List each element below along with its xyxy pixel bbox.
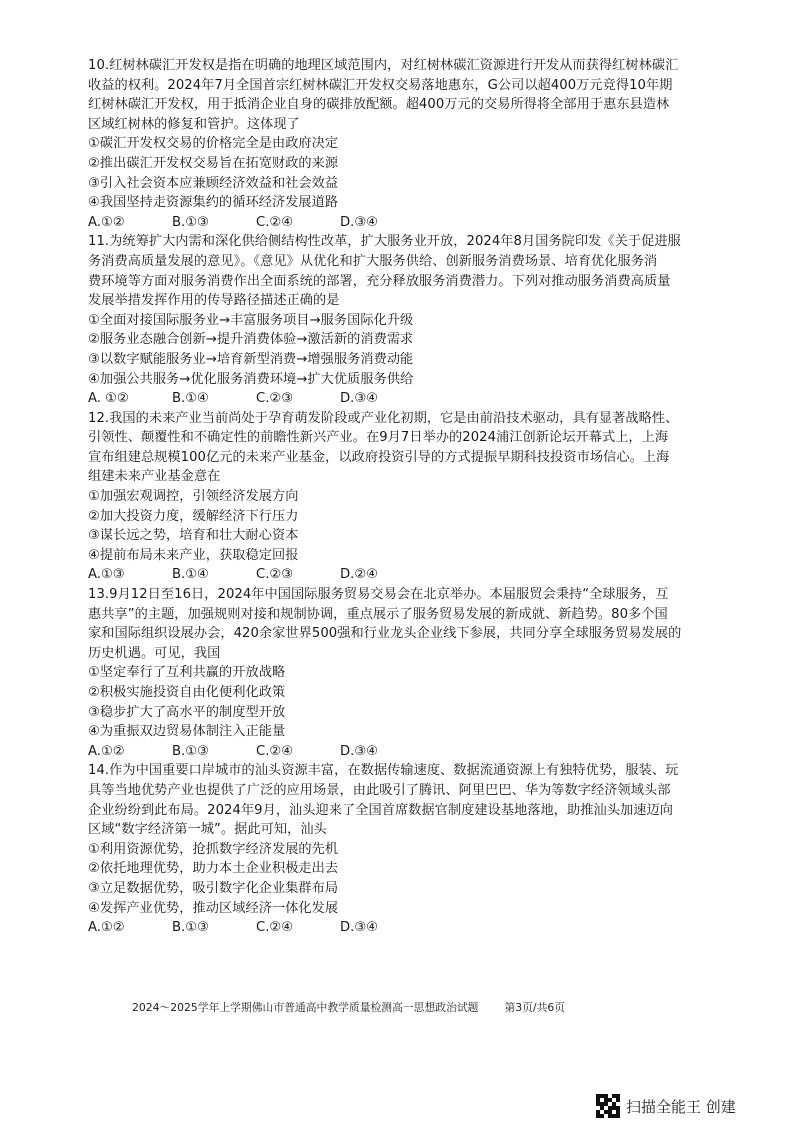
question-14	[88, 761, 708, 937]
question-line: 11.为统筹扩大内需和深化供给侧结构性改革，扩大服务业开放，2024年8月国务院印发《关于促进服	[88, 234, 681, 250]
question-line: 收益的权利。2024年7月全国首宗红树林碳汇开发权交易落地惠东，G公司以超400万元竞得10年期	[88, 77, 673, 93]
exam-page	[88, 56, 708, 938]
option-line: ④发挥产业优势，推动区域经济一体化发展	[88, 900, 339, 916]
option-line: ③稳步扩大了高水平的制度型开放	[88, 704, 286, 720]
choice-b: B.①④	[172, 391, 209, 407]
page-footer	[132, 1000, 565, 1015]
option-line: ②服务业态融合创新→提升消费体验→激活新的消费需求	[88, 332, 414, 348]
question-10	[88, 56, 708, 232]
question-12	[88, 409, 708, 585]
choice-d: D.③④	[340, 391, 378, 407]
choice-a: A.①②	[88, 920, 125, 936]
choice-d: D.③④	[340, 743, 378, 759]
choice-d: D.③④	[340, 214, 378, 230]
answer-choices	[88, 742, 708, 762]
question-line: 13.9月12日至16日，2024年中国国际服务贸易交易会在北京举办。本届服贸会秉持“全球服务，互	[88, 587, 669, 603]
option-line: ②加大投资力度，缓解经济下行压力	[88, 508, 299, 524]
scanner-watermark	[596, 1094, 736, 1118]
option-line: ②积极实施投资自由化便利化政策	[88, 685, 286, 700]
question-line: 区域红树林的修复和管护。这体现了	[88, 116, 300, 132]
option-line: ③引入社会资本应兼顾经济效益和社会效益	[88, 175, 339, 191]
qr-code-icon	[596, 1094, 620, 1118]
option-line: ③谋长远之势，培育和壮大耐心资本	[88, 528, 299, 544]
answer-choices	[88, 389, 708, 409]
answer-choices	[88, 565, 708, 585]
exam-title: 2024～2025学年上学期佛山市普通高中教学质量检测高一思想政治试题	[132, 1001, 479, 1014]
choice-b: B.①③	[172, 920, 209, 936]
choice-b: B.①④	[172, 567, 209, 583]
question-line: 务消费高质量发展的意见》。《意见》从优化和扩大服务供给、创新服务消费场景、培育优化服务消	[88, 253, 658, 269]
choice-c: C.②④	[256, 214, 294, 230]
answer-choices	[88, 918, 708, 938]
question-line: 组建未来产业基金意在	[88, 469, 221, 485]
question-line: 12.我国的未来产业当前尚处于孕育萌发阶段或产业化初期，它是由前沿技术驱动，具有显著战略性、	[88, 410, 679, 426]
option-line: ①碳汇开发权交易的价格完全是由政府决定	[88, 136, 339, 152]
question-line: 发展举措发挥作用的传导路径描述正确的是	[88, 293, 340, 309]
question-13	[88, 585, 708, 761]
choice-d: D.②④	[340, 567, 378, 583]
question-line: 10.红树林碳汇开发权是指在明确的地理区域范围内，对红树林碳汇资源进行开发从而获得红树林碳汇	[88, 58, 679, 73]
option-line: ①加强宏观调控，引领经济发展方向	[88, 489, 299, 505]
choice-c: C.②④	[256, 920, 294, 936]
choice-c: C.②③	[256, 391, 294, 407]
option-line: ④加强公共服务→优化服务消费环境→扩大优质服务供给	[88, 371, 414, 387]
question-11	[88, 232, 708, 408]
choice-c: C.②③	[256, 567, 294, 583]
question-line: 区域“数字经济第一城”。据此可知，汕头	[88, 822, 327, 838]
question-line: 引领性、颠覆性和不确定性的前瞻性新兴产业。在9月7日举办的2024浦江创新论坛开幕式上，上海	[88, 430, 669, 446]
choice-c: C.②④	[256, 743, 294, 759]
question-line: 红树林碳汇开发权，用于抵消企业自身的碳排放配额。超400万元的交易所得将全部用于惠东县造林	[88, 97, 670, 113]
option-line: ③立足数据优势，吸引数字化企业集群布局	[88, 880, 339, 896]
scanner-label: 扫描全能王 创建	[626, 1097, 736, 1116]
choice-a: A.①②	[88, 214, 125, 230]
question-line: 家和国际组织设展办会，420余家世界500强和行业龙头企业线下参展，共同分享全球服务贸易发展的	[88, 626, 682, 642]
question-line: 企业纷纷到此布局。2024年9月，汕头迎来了全国首席数据官制度建设基地落地，助推汕头加速迈向	[88, 802, 673, 818]
choice-a: A.①②	[88, 743, 125, 759]
choice-a: A. ①②	[88, 391, 129, 407]
question-line: 费环境等方面对服务消费作出全面系统的部署，充分释放服务消费潜力。下列对推动服务消费高质量	[88, 273, 671, 289]
choice-d: D.③④	[340, 920, 378, 936]
option-line: ④我国坚持走资源集约的循环经济发展道路	[88, 195, 339, 211]
option-line: ①全面对接国际服务业→丰富服务项目→服务国际化升级	[88, 312, 414, 328]
question-line: 惠共享”的主题，加强规则对接和规制协调，重点展示了服务贸易发展的新成就、新趋势。80多个国	[88, 606, 668, 622]
option-line: ②依托地理优势，助力本土企业积极走出去	[88, 861, 339, 877]
option-line: ④提前布局未来产业，获取稳定回报	[88, 547, 299, 563]
option-line: ②推出碳汇开发权交易旨在拓宽财政的来源	[88, 155, 339, 171]
page-number: 第3页/共6页	[504, 1001, 566, 1014]
choice-a: A.①③	[88, 567, 125, 583]
question-line: 具等当地优势产业也提供了广泛的应用场景，由此吸引了腾讯、阿里巴巴、华为等数字经济领域头部	[88, 782, 671, 798]
option-line: ①坚定奉行了互利共赢的开放战略	[88, 665, 286, 681]
option-line: ①利用资源优势，抢抓数字经济发展的先机	[88, 841, 339, 857]
choice-b: B.①③	[172, 214, 209, 230]
answer-choices	[88, 213, 708, 233]
choice-b: B.①③	[172, 743, 209, 759]
option-line: ④为重振双边贸易体制注入正能量	[88, 724, 286, 740]
question-line: 14.作为中国重要口岸城市的汕头资源丰富，在数据传输速度、数据流通资源上有独特优势，服装、玩	[88, 763, 679, 779]
question-line: 历史机遇。可见，我国	[88, 645, 221, 661]
question-line: 宣布组建总规模100亿元的未来产业基金，以政府投资引导的方式提振早期科技投资市场信心。上海	[88, 449, 670, 465]
option-line: ③以数字赋能服务业→培育新型消费→增强服务消费动能	[88, 351, 414, 367]
